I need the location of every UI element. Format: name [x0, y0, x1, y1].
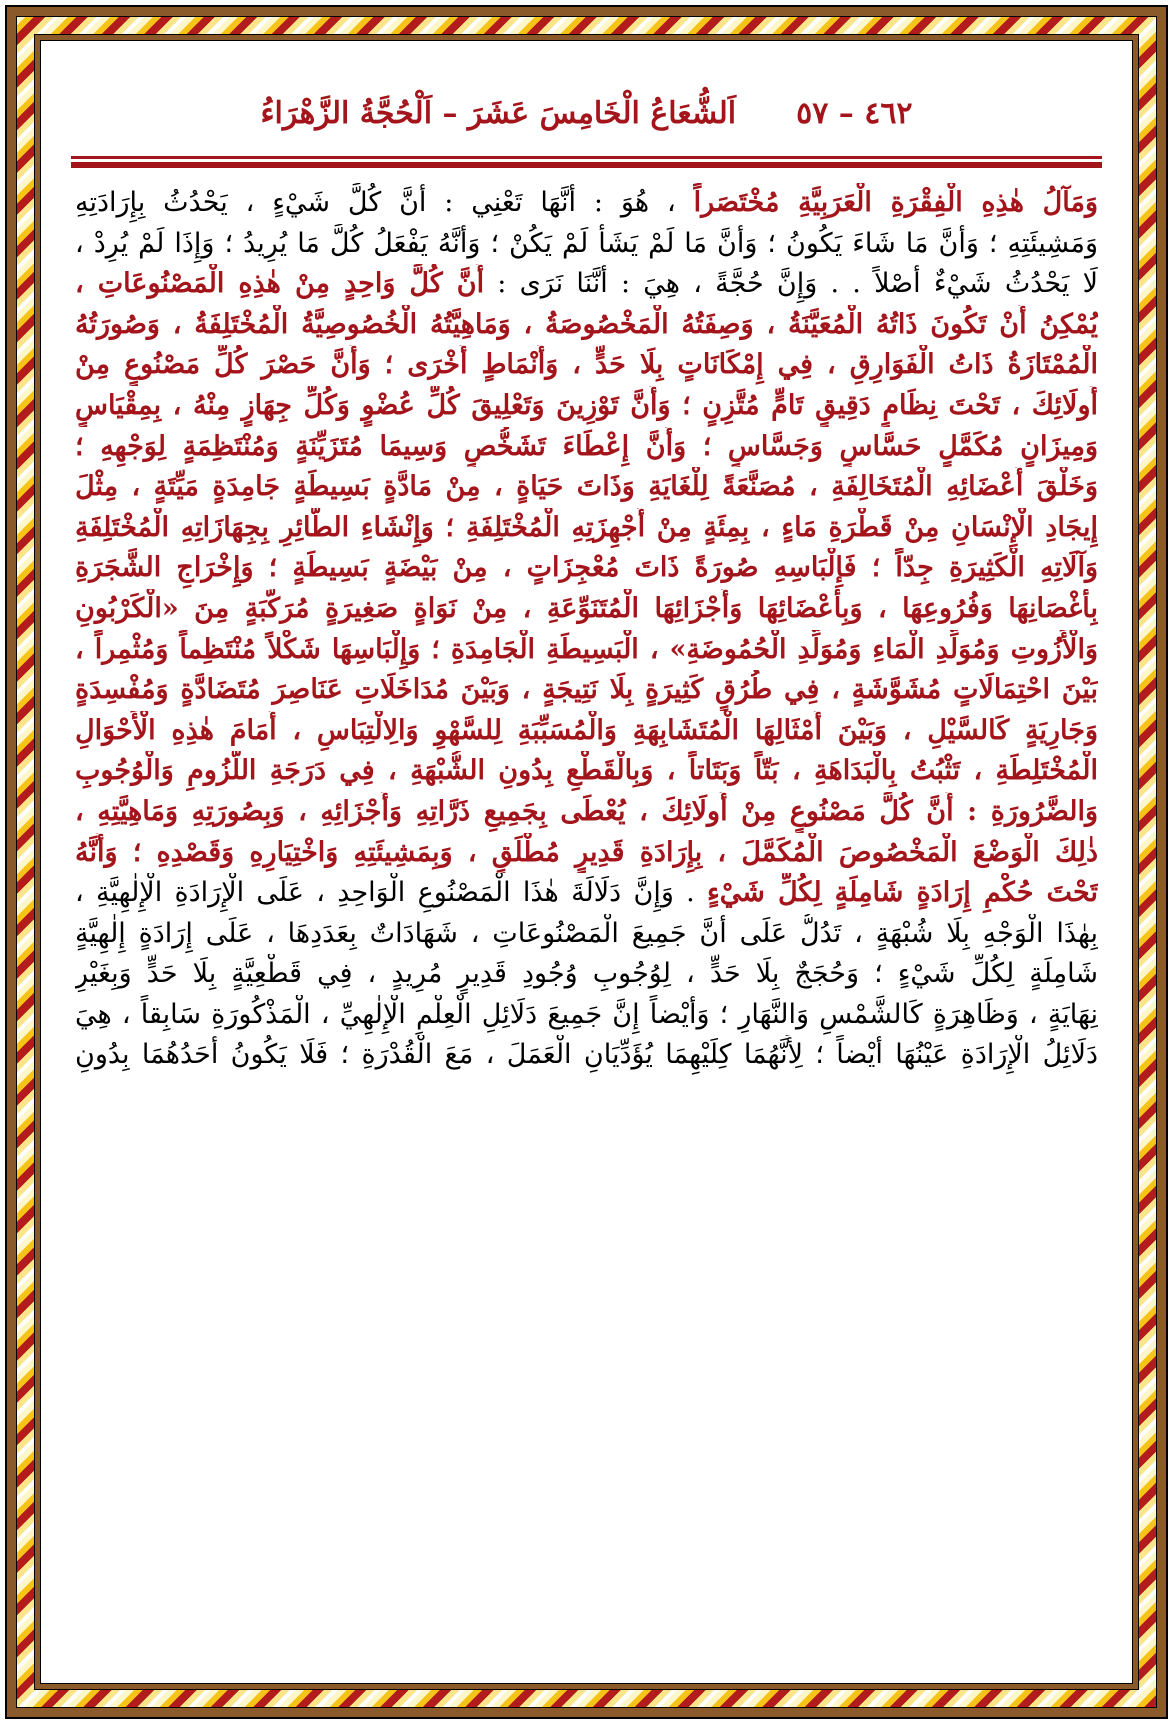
text-line: [75, 224, 1098, 265]
highlighted-text: وَآلَاتِهِ الْكَثِيرَةِ جِدّاً ؛ فَإِلْبَاسِهِ صُورَةً ذَاتَ مُعْجِزَاتٍ ، مِنْ بَيْضَةٍ بَسِيطَةٍ ؛ وَإِخْرَاجِ الشَّجَرَةِ: [75, 552, 1098, 584]
body-text-segment: نِهَايَةٍ ، وَظَاهِرَةٍ كَالشَّمْسِ وَالنَّهَارِ ؛ وَأَيْضاً إِنَّ جَمِيعَ دَلَائِلِ الْعِلْمِ الْإِلٰهِيِّ ، الْمَذْكُورَةِ سَابِقاً ، هِيَ: [75, 998, 1098, 1030]
body-text-segment: دَلَائِلُ الْإِرَادَةِ عَيْنُهَا أَيْضاً ؛ لِأَنَّهُمَا كِلَيْهِمَا يُؤَدِّيَانِ الْعَمَلَ ، مَعَ الْقُدْرَةِ ؛ فَلَا يَكُونُ أَحَدُهُمَا بِدُونِ: [75, 1039, 1098, 1071]
text-line: [75, 711, 1098, 752]
body-text-segment: وَمَشِيئَتِهِ ؛ وَأَنَّ مَا شَاءَ يَكُونُ ؛ وَأَنَّ مَا لَمْ يَشَأْ لَمْ يَكُنْ ؛ وَأَنَّهُ يَفْعَلُ كُلَّ مَا يُرِيدُ ؛ وَإِذَا لَمْ يُرِدْ ،: [75, 227, 1098, 259]
text-line: [75, 1035, 1098, 1076]
text-line: [75, 589, 1098, 630]
text-line: [75, 833, 1098, 874]
text-line: [75, 305, 1098, 346]
highlighted-text: الْمُمْتَازَةُ ذَاتُ الْفَوَارِقِ ، فِي إِمْكَانَاتٍ بِلَا حَدٍّ ، وَأَنْمَاطٍ أُخْرَى ؛ وَأَنَّ حَصْرَ كُلِّ مَصْنُوعٍ مِنْ: [75, 349, 1098, 381]
highlighted-text: وَمَآلُ هٰذِهِ الْفِقْرَةِ الْعَرَبِيَّةِ مُخْتَصَراً: [693, 187, 1098, 218]
text-line: [75, 183, 1098, 224]
body-text-segment: بِهٰذَا الْوَجْهِ بِلَا شُبْهَةٍ ، تَدُلُّ عَلَى أَنَّ جَمِيعَ الْمَصْنُوعَاتِ ، شَهَادَاتٌ بِعَدَدِهَا ، عَلَى إِرَادَةٍ إِلٰهِيَّةٍ: [75, 917, 1098, 949]
highlighted-text: إِيجَادِ الْإِنْسَانِ مِنْ قَطْرَةِ مَاءٍ ، بِمِئَةٍ مِنْ أَجْهِزَتِهِ الْمُخْتَلِفَةِ ؛ وَإِنْشَاءِ الطَّائِرِ بِجِهَازَاتِهِ الْمُخْتَلِفَةِ: [75, 511, 1098, 543]
text-line: [75, 427, 1098, 468]
page-area: [40, 40, 1133, 1684]
text-line: [75, 954, 1098, 995]
highlighted-text: تَحْتَ حُكْمِ إِرَادَةٍ شَامِلَةٍ لِكُلِّ شَيْءٍ: [707, 877, 1098, 909]
text-line: [75, 386, 1098, 427]
highlighted-text: وَمِيزَانٍ مُكَمَّلٍ حَسَّاسٍ وَجَسَّاسٍ ؛ وَأَنَّ إِعْطَاءَ تَشَخُّصٍ وَسِيمَا مُتَزَيِّنَةٍ وَمُنْتَظِمَةٍ لِوَجْهِهِ ؛: [75, 430, 1098, 462]
body-text-segment: شَامِلَةٍ لِكُلِّ شَيْءٍ ؛ وَحُجَجٌ بِلَا حَدٍّ ، لِوُجُوبِ وُجُودِ قَدِيرٍ مُرِيدٍ ، فِي قَطْعِيَّةٍ بِلَا حَدٍّ وَبِغَيْرِ: [75, 958, 1098, 990]
text-line: [75, 345, 1098, 386]
highlighted-text: وَجَارِيَةٍ كَالسَّيْلِ ، وَبَيْنَ أَمْثَالِهَا الْمُتَشَابِهَةِ وَالْمُسَبِّبَةِ لِلسَّهْوِ وَالِالْتِبَاسِ ، أَمَامَ هٰذِهِ الْأَحْوَالِ: [75, 714, 1098, 746]
highlighted-text: الْمُخْتَلِطَةِ ، تَثْبُتُ بِالْبَدَاهَةِ ، بَتّاً وَبَتَاتاً ، وَبِالْقَطْعِ بِدُونِ الشُّبْهَةِ ، فِي دَرَجَةِ اللُّزُومِ وَالْوُجُوبِ: [75, 755, 1098, 787]
text-line: [75, 751, 1098, 792]
text-line: [75, 508, 1098, 549]
highlighted-text: وَخَلْقَ أَعْضَائِهِ الْمُتَخَالِفَةِ ، مُصَنَّعَةً لِلْغَايَةِ وَذَاتَ حَيَاةٍ ، مِنْ مَادَّةٍ بَسِيطَةٍ جَامِدَةٍ مَيِّتَةٍ ، مِثْلَ: [75, 471, 1098, 503]
highlighted-text: بِأَغْصَانِهَا وَفُرُوعِهَا ، وَبِأَعْضَائِهَا وَأَجْزَائِهَا الْمُتَنَوِّعَةِ ، مِنْ نَوَاةٍ صَغِيرَةٍ مُرَكَّبَةٍ مِنَ «الْكَرْبُونِ: [75, 592, 1098, 624]
text-line: [75, 914, 1098, 955]
text-line: [75, 873, 1098, 914]
page-numbers: ٤٦٢ – ٥٧: [796, 95, 913, 131]
text-line: [75, 995, 1098, 1036]
text-line: [75, 792, 1098, 833]
header-rule-thick: [71, 162, 1102, 168]
highlighted-text: يُمْكِنُ أَنْ تَكُونَ ذَاتُهُ الْمُعَيَّنَةُ ، وَصِفَتُهُ الْمَخْصُوصَةُ ، وَمَاهِيَّتُهُ الْخُصُوصِيَّةُ الْمُخْتَلِفَةُ ، وَصُورَتُهُ: [75, 308, 1098, 340]
decorative-page-border: [5, 5, 1168, 1719]
text-line: [75, 548, 1098, 589]
body-text: [75, 183, 1098, 1076]
chapter-title: اَلشُّعَاعُ الْخَامِسَ عَشَرَ – اَلْحُجَّةُ الزَّهْرَاءُ: [260, 95, 737, 131]
text-line: [75, 630, 1098, 671]
highlighted-text: وَالْأَزُوتِ وَمُوَلِّدِ الْمَاءِ وَمُوَلِّدِ الْحُمُوضَةِ» ، الْبَسِيطَةِ الْجَامِدَةِ ؛ وَإِلْبَاسِهَا شَكْلاً مُنْتَظِماً وَمُثْمِراً ،: [75, 633, 1098, 665]
highlighted-text: وَالضَّرُورَةِ : أَنَّ كُلَّ مَصْنُوعٍ مِنْ أُولَائِكَ ، يُعْطَى بِجَمِيعِ ذَرَّاتِهِ وَأَجْزَائِهِ ، وَبِصُورَتِهِ وَمَاهِيَّتِهِ ،: [75, 795, 1098, 827]
text-line: [75, 264, 1098, 305]
body-text-segment: لَا يَحْدُثُ شَيْءٌ أَصْلاً . . وَإِنَّ حُجَّةً ، هِيَ : أَنَّنَا نَرَى :: [484, 268, 1098, 300]
text-line: [75, 467, 1098, 508]
highlighted-text: أَنَّ كُلَّ وَاحِدٍ مِنْ هٰذِهِ الْمَصْنُوعَاتِ ،: [75, 268, 485, 300]
highlighted-text: ذٰلِكَ الْوَضْعَ الْمَخْصُوصَ الْمُكَمَّلَ ، بِإِرَادَةِ قَدِيرٍ مُطْلَقٍ ، وَبِمَشِيئَتِهِ وَاخْتِيَارِهِ وَقَصْدِهِ ؛ وَأَنَّهُ: [75, 836, 1098, 868]
body-text-segment: ، هُوَ : أَنَّهَا تَعْنِي : أَنَّ كُلَّ شَيْءٍ ، يَحْدُثُ بِإِرَادَتِهِ: [75, 187, 694, 218]
body-text-segment: . وَإِنَّ دَلَالَةَ هٰذَا الْمَصْنُوعِ الْوَاحِدِ ، عَلَى الْإِرَادَةِ الْإِلٰهِيَّةِ ،: [75, 877, 708, 909]
highlighted-text: بَيْنَ احْتِمَالَاتٍ مُشَوَّشَةٍ ، فِي طُرُقٍ كَثِيرَةٍ بِلَا نَتِيجَةٍ ، وَبَيْنَ مُدَاخَلَاتِ عَنَاصِرَ مُتَضَادَّةٍ وَمُفْسِدَةٍ: [75, 674, 1098, 706]
text-line: [75, 670, 1098, 711]
header-rule-thin: [71, 156, 1102, 159]
highlighted-text: أُولَائِكَ ، تَحْتَ نِظَامٍ دَقِيقٍ تَامٍّ مُتَّزِنٍ ؛ وَأَنَّ تَوْزِينَ وَتَعْلِيقَ كُلِّ عُضْوٍ وَكُلِّ جِهَازٍ مِنْهُ ، بِمِقْيَاسٍ: [75, 389, 1098, 421]
page-header: [81, 93, 1092, 133]
